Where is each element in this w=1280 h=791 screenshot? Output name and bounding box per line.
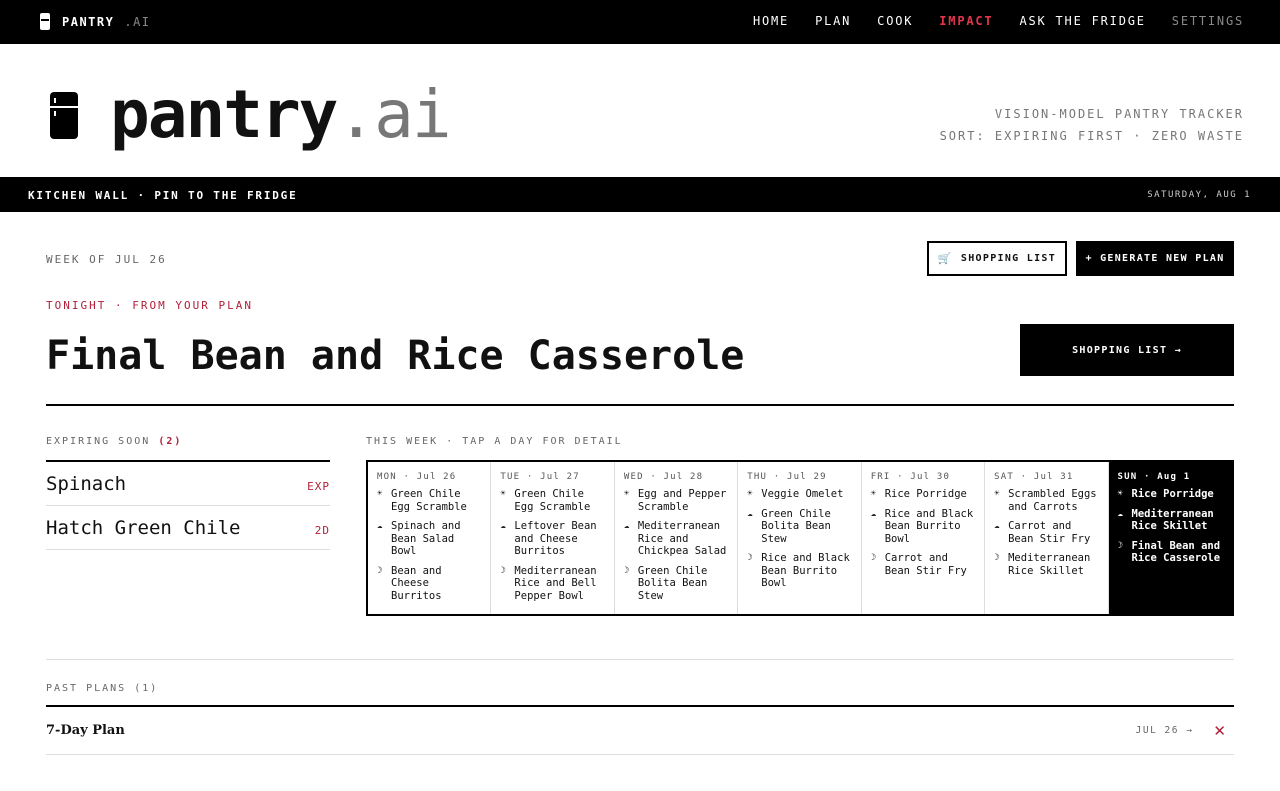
meal-breakfast [747, 488, 852, 501]
past-plan-open-link[interactable]: JUL 26 → [1135, 725, 1194, 736]
sun-icon: ☀ [747, 489, 753, 499]
kitchen-wall-band [0, 177, 1280, 212]
shopping-list-label: SHOPPING LIST [960, 253, 1057, 264]
cloud-icon: ☁ [377, 521, 383, 531]
brand-ext: .AI [124, 14, 151, 29]
generate-plan-button[interactable]: + GENERATE NEW PLAN [1076, 241, 1234, 276]
moon-icon: ☽ [994, 553, 1000, 563]
meal-text: Carrot and Bean Stir Fry [1008, 520, 1091, 545]
meal-breakfast [377, 488, 482, 513]
meal-text: Egg and Pepper Scramble [637, 488, 727, 513]
sun-icon: ☀ [1117, 489, 1123, 499]
tagline: VISION-MODEL PANTRY TRACKER [994, 107, 1244, 121]
meal-dinner [994, 552, 1099, 577]
nav-ask-the-fridge[interactable]: ASK THE FRIDGE [1019, 14, 1146, 28]
meal-dinner [624, 565, 729, 603]
this-week-label: THIS WEEK · TAP A DAY FOR DETAIL [366, 436, 623, 447]
cloud-icon: ☁ [623, 521, 630, 531]
expiring-list [46, 460, 330, 550]
cloud-icon: ☁ [870, 508, 877, 519]
meal-text: Rice Porridge [1131, 488, 1214, 500]
brand-name: PANTRY [62, 14, 115, 29]
sun-icon: ☀ [623, 489, 630, 499]
expiring-item-hatch-green-chile[interactable] [46, 506, 330, 550]
week-label: WEEK OF JUL 26 [46, 253, 167, 266]
fridge-icon-large [50, 92, 78, 139]
day-head: WED · Jul 28 [623, 472, 704, 482]
nav-cook[interactable]: COOK [877, 14, 914, 28]
sun-icon: ☀ [870, 489, 877, 499]
day-head: FRI · Jul 30 [870, 472, 951, 482]
meal-lunch [1118, 508, 1224, 533]
meal-text: Final Bean and Rice Casserole [1131, 539, 1221, 564]
nav-impact[interactable]: IMPACT [939, 14, 994, 28]
sun-icon: ☀ [500, 489, 506, 499]
meal-breakfast [624, 488, 729, 513]
expiring-item-name: Spinach [46, 472, 127, 495]
expiring-item-name: Hatch Green Chile [46, 516, 241, 539]
expiring-item-spinach[interactable] [46, 462, 330, 506]
expiring-item-tag: EXP [307, 479, 330, 493]
meal-breakfast [1118, 488, 1224, 501]
page-title [110, 76, 450, 153]
day-column-sun[interactable] [1109, 462, 1232, 614]
past-plans-label: PAST PLANS (1) [46, 683, 159, 694]
cloud-icon: ☁ [1117, 508, 1123, 519]
tonight-title: Final Bean and Rice Casserole [46, 333, 745, 379]
day-column-fri[interactable] [862, 462, 985, 614]
past-plan-row[interactable] [46, 707, 1234, 755]
day-head: SUN · Aug 1 [1117, 472, 1191, 482]
meal-dinner [871, 552, 976, 577]
expiring-label-text: EXPIRING SOON [46, 436, 151, 447]
day-head: MON · Jul 26 [377, 472, 457, 482]
tonight-label: TONIGHT · FROM YOUR PLAN [46, 299, 253, 312]
meal-text: Mediterranean Rice Skillet [1131, 507, 1214, 532]
band-date: SATURDAY, AUG 1 [1147, 190, 1251, 200]
meal-text: Leftover Bean and Cheese Burritos [514, 520, 597, 557]
meal-text: Mediterranean Rice and Chickpea Salad [637, 520, 727, 557]
divider-thin [46, 659, 1234, 660]
expiring-item-tag: 2D [314, 523, 330, 537]
meal-lunch [624, 520, 729, 558]
expiring-count: (2) [158, 436, 183, 447]
delete-icon[interactable]: ✕ [1213, 721, 1226, 740]
meal-text: Mediterranean Rice and Bell Pepper Bowl [514, 564, 597, 602]
meal-text: Rice Porridge [884, 488, 967, 500]
top-nav [0, 0, 1280, 44]
meal-breakfast [994, 488, 1099, 513]
meal-text: Mediterranean Rice Skillet [1008, 552, 1091, 577]
nav-settings[interactable]: SETTINGS [1171, 14, 1244, 28]
fridge-icon [40, 13, 50, 30]
meal-text: Rice and Black Bean Burrito Bowl [884, 507, 974, 545]
past-plans-list [46, 705, 1234, 755]
tonight-shopping-list-button[interactable]: SHOPPING LIST → [1020, 324, 1234, 376]
meal-lunch [994, 520, 1099, 545]
meal-text: Spinach and Bean Salad Bowl [391, 520, 461, 557]
moon-icon: ☽ [500, 565, 506, 576]
shopping-list-button[interactable] [927, 241, 1067, 276]
meal-lunch [747, 508, 852, 546]
day-column-thu[interactable] [738, 462, 861, 614]
cloud-icon: ☁ [500, 521, 506, 531]
day-head: SAT · Jul 31 [994, 472, 1074, 482]
brand[interactable] [40, 13, 151, 30]
meal-text: Green Chile Egg Scramble [391, 488, 467, 513]
meal-text: Green Chile Bolita Bean Stew [637, 564, 708, 602]
meal-text: Bean and Cheese Burritos [391, 564, 442, 602]
meal-text: Carrot and Bean Stir Fry [884, 552, 967, 577]
title-ext: .ai [336, 76, 450, 153]
nav-links [753, 14, 1244, 28]
day-column-sat[interactable] [985, 462, 1108, 614]
moon-icon: ☽ [870, 553, 877, 563]
sort-info: SORT: EXPIRING FIRST · ZERO WASTE [939, 129, 1244, 143]
past-plan-actions [1136, 722, 1234, 740]
moon-icon: ☽ [1117, 540, 1123, 551]
nav-home[interactable]: HOME [752, 14, 790, 28]
meal-breakfast [500, 488, 605, 513]
expiring-label [46, 436, 182, 447]
meal-breakfast [871, 488, 976, 501]
day-column-mon[interactable] [368, 462, 491, 614]
header-meta [940, 103, 1244, 147]
cloud-icon: ☁ [747, 508, 753, 519]
sun-icon: ☀ [994, 489, 1000, 499]
meal-lunch [500, 520, 605, 558]
moon-icon: ☽ [623, 565, 630, 576]
past-plan-name: 7-Day Plan [46, 723, 125, 738]
meal-text: Rice and Black Bean Burrito Bowl [761, 552, 850, 589]
day-column-wed[interactable] [615, 462, 738, 614]
moon-icon: ☽ [377, 565, 383, 576]
meal-text: Veggie Omelet [761, 488, 844, 500]
cloud-icon: ☁ [994, 521, 1000, 531]
cart-icon: 🛒 [937, 252, 953, 265]
meal-text: Green Chile Bolita Bean Stew [761, 507, 831, 545]
divider [46, 404, 1234, 406]
meal-dinner [747, 552, 852, 590]
meal-text: Green Chile Egg Scramble [514, 488, 591, 513]
band-title: KITCHEN WALL · PIN TO THE FRIDGE [28, 189, 298, 202]
meal-lunch [377, 520, 482, 558]
day-head: THU · Jul 29 [747, 472, 827, 482]
meal-dinner [377, 565, 482, 603]
meal-dinner [500, 565, 605, 603]
meal-dinner [1118, 540, 1224, 565]
meal-text: Scrambled Eggs and Carrots [1008, 488, 1097, 513]
moon-icon: ☽ [747, 553, 753, 563]
nav-plan[interactable]: PLAN [815, 14, 852, 28]
day-column-tue[interactable] [491, 462, 614, 614]
day-head: TUE · Jul 27 [500, 472, 580, 482]
sun-icon: ☀ [377, 489, 383, 499]
meal-lunch [871, 508, 976, 546]
week-grid [366, 460, 1234, 616]
title-main: pantry [110, 76, 337, 153]
